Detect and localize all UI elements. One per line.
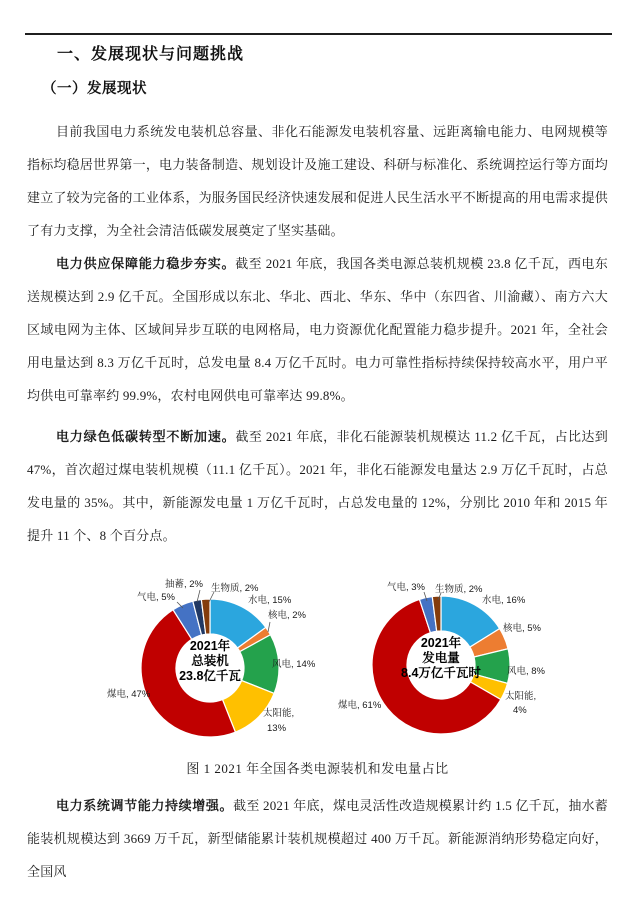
header-rule [25, 33, 612, 35]
subsection-heading: （一）发展现状 [42, 81, 147, 97]
slice-label-风电: 风电, 8% [507, 666, 546, 677]
slice-label-核电: 核电, 2% [268, 610, 307, 621]
donut-chart-installed-capacity [107, 578, 316, 737]
slice-label-太阳能: 太阳能, [505, 691, 537, 702]
slice-label-煤电: 煤电, 47% [107, 689, 151, 700]
donut-center-label: 8.4万亿千瓦时 [401, 666, 481, 680]
donut-center-label: 总装机 [191, 654, 229, 668]
slice-label-太阳能: 4% [513, 705, 527, 716]
slice-label-生物质: 生物质, 2% [211, 583, 259, 594]
donut-center-label: 2021年 [189, 639, 231, 653]
donut-center-label: 23.8亿千瓦 [179, 669, 241, 683]
slice-label-水电: 水电, 15% [248, 595, 292, 606]
paragraph-text: 截至 2021 年底，煤电灵活性改造规模累计约 1.5 亿千瓦，抽水蓄能装机规模达到 3669 万千瓦，新型储能累计装机规模超过 400 万千瓦。新能源消纳形势稳定向好，全国风 [27, 798, 608, 879]
body-paragraph-supply [27, 247, 608, 412]
paragraph-lead: 电力绿色低碳转型不断加速。 [56, 429, 236, 444]
slice-label-太阳能: 太阳能, [263, 708, 295, 719]
paragraph-text: 目前我国电力系统发电装机总容量、非化石能源发电装机容量、远距离输电能力、电网规模等指标均稳居世界第一，电力装备制造、规划设计及施工建设、科研与标准化、系统调控运行等方面均建立了较为完备的工业体系，为服务国民经济快速发展和促进人民生活水平不断提高的用电需求提供了有力支撑，为全社会清洁低碳发展奠定了坚实基础。 [27, 124, 608, 238]
label-leader-line [268, 622, 270, 632]
donut-chart-generation [338, 581, 546, 734]
slice-label-水电: 水电, 16% [482, 595, 526, 606]
slice-label-气电: 气电, 3% [386, 582, 425, 593]
body-paragraph-flexibility [27, 789, 608, 888]
paragraph-text: 截至 2021 年底，非化石能源装机规模达 11.2 亿千瓦，占比达到 47%，首次超过煤电装机规模（11.1 亿千瓦）。2021 年，非化石能源发电量达 2.9 万亿千瓦时，占总发电量的 35%。其中，新能源发电量 1 万亿千瓦时，占总发电量的 12%，分别比 2010 年和 2015 年提升 11 个、8 个百分点。 [27, 429, 608, 543]
slice-label-煤电: 煤电, 61% [338, 700, 382, 711]
paragraph-lead: 电力供应保障能力稳步夯实。 [56, 256, 236, 271]
figure-power-mix [27, 565, 608, 779]
slice-label-生物质: 生物质, 2% [435, 584, 483, 595]
slice-label-气电: 气电, 5% [136, 592, 175, 603]
slice-label-抽蓄: 抽蓄, 2% [164, 579, 203, 590]
section-heading: 一、发展现状与问题挑战 [57, 46, 245, 63]
donut-charts-canvas [27, 565, 613, 753]
slice-label-核电: 核电, 5% [503, 623, 542, 634]
paragraph-text: 截至 2021 年底，我国各类电源总装机规模 23.8 亿千瓦，西电东送规模达到 2.9 亿千瓦。全国形成以东北、华北、西北、华东、华中（东四省、川渝藏）、南方六大区域电网为主体、区域间异步互联的电网格局，电力资源优化配置能力稳步提升。2021 年，全社会用电量达到 8.3 万亿千瓦时，总发电量 8.4 万亿千瓦时。电力可靠性指标持续保持较高水平，用户平均供电可靠率约 99.9%，农村电网供电可靠率达 99.8%。 [27, 256, 608, 403]
donut-center-label: 2021年 [420, 636, 462, 650]
slice-label-风电: 风电, 14% [272, 659, 316, 670]
body-paragraph-overview [27, 115, 608, 247]
slice-label-太阳能: 13% [267, 723, 287, 734]
body-paragraph-lowcarbon [27, 420, 608, 552]
paragraph-lead: 电力系统调节能力持续增强。 [56, 798, 234, 813]
donut-center-label: 发电量 [422, 651, 460, 665]
figure-caption: 图 1 2021 年全国各类电源装机和发电量占比 [186, 761, 449, 776]
